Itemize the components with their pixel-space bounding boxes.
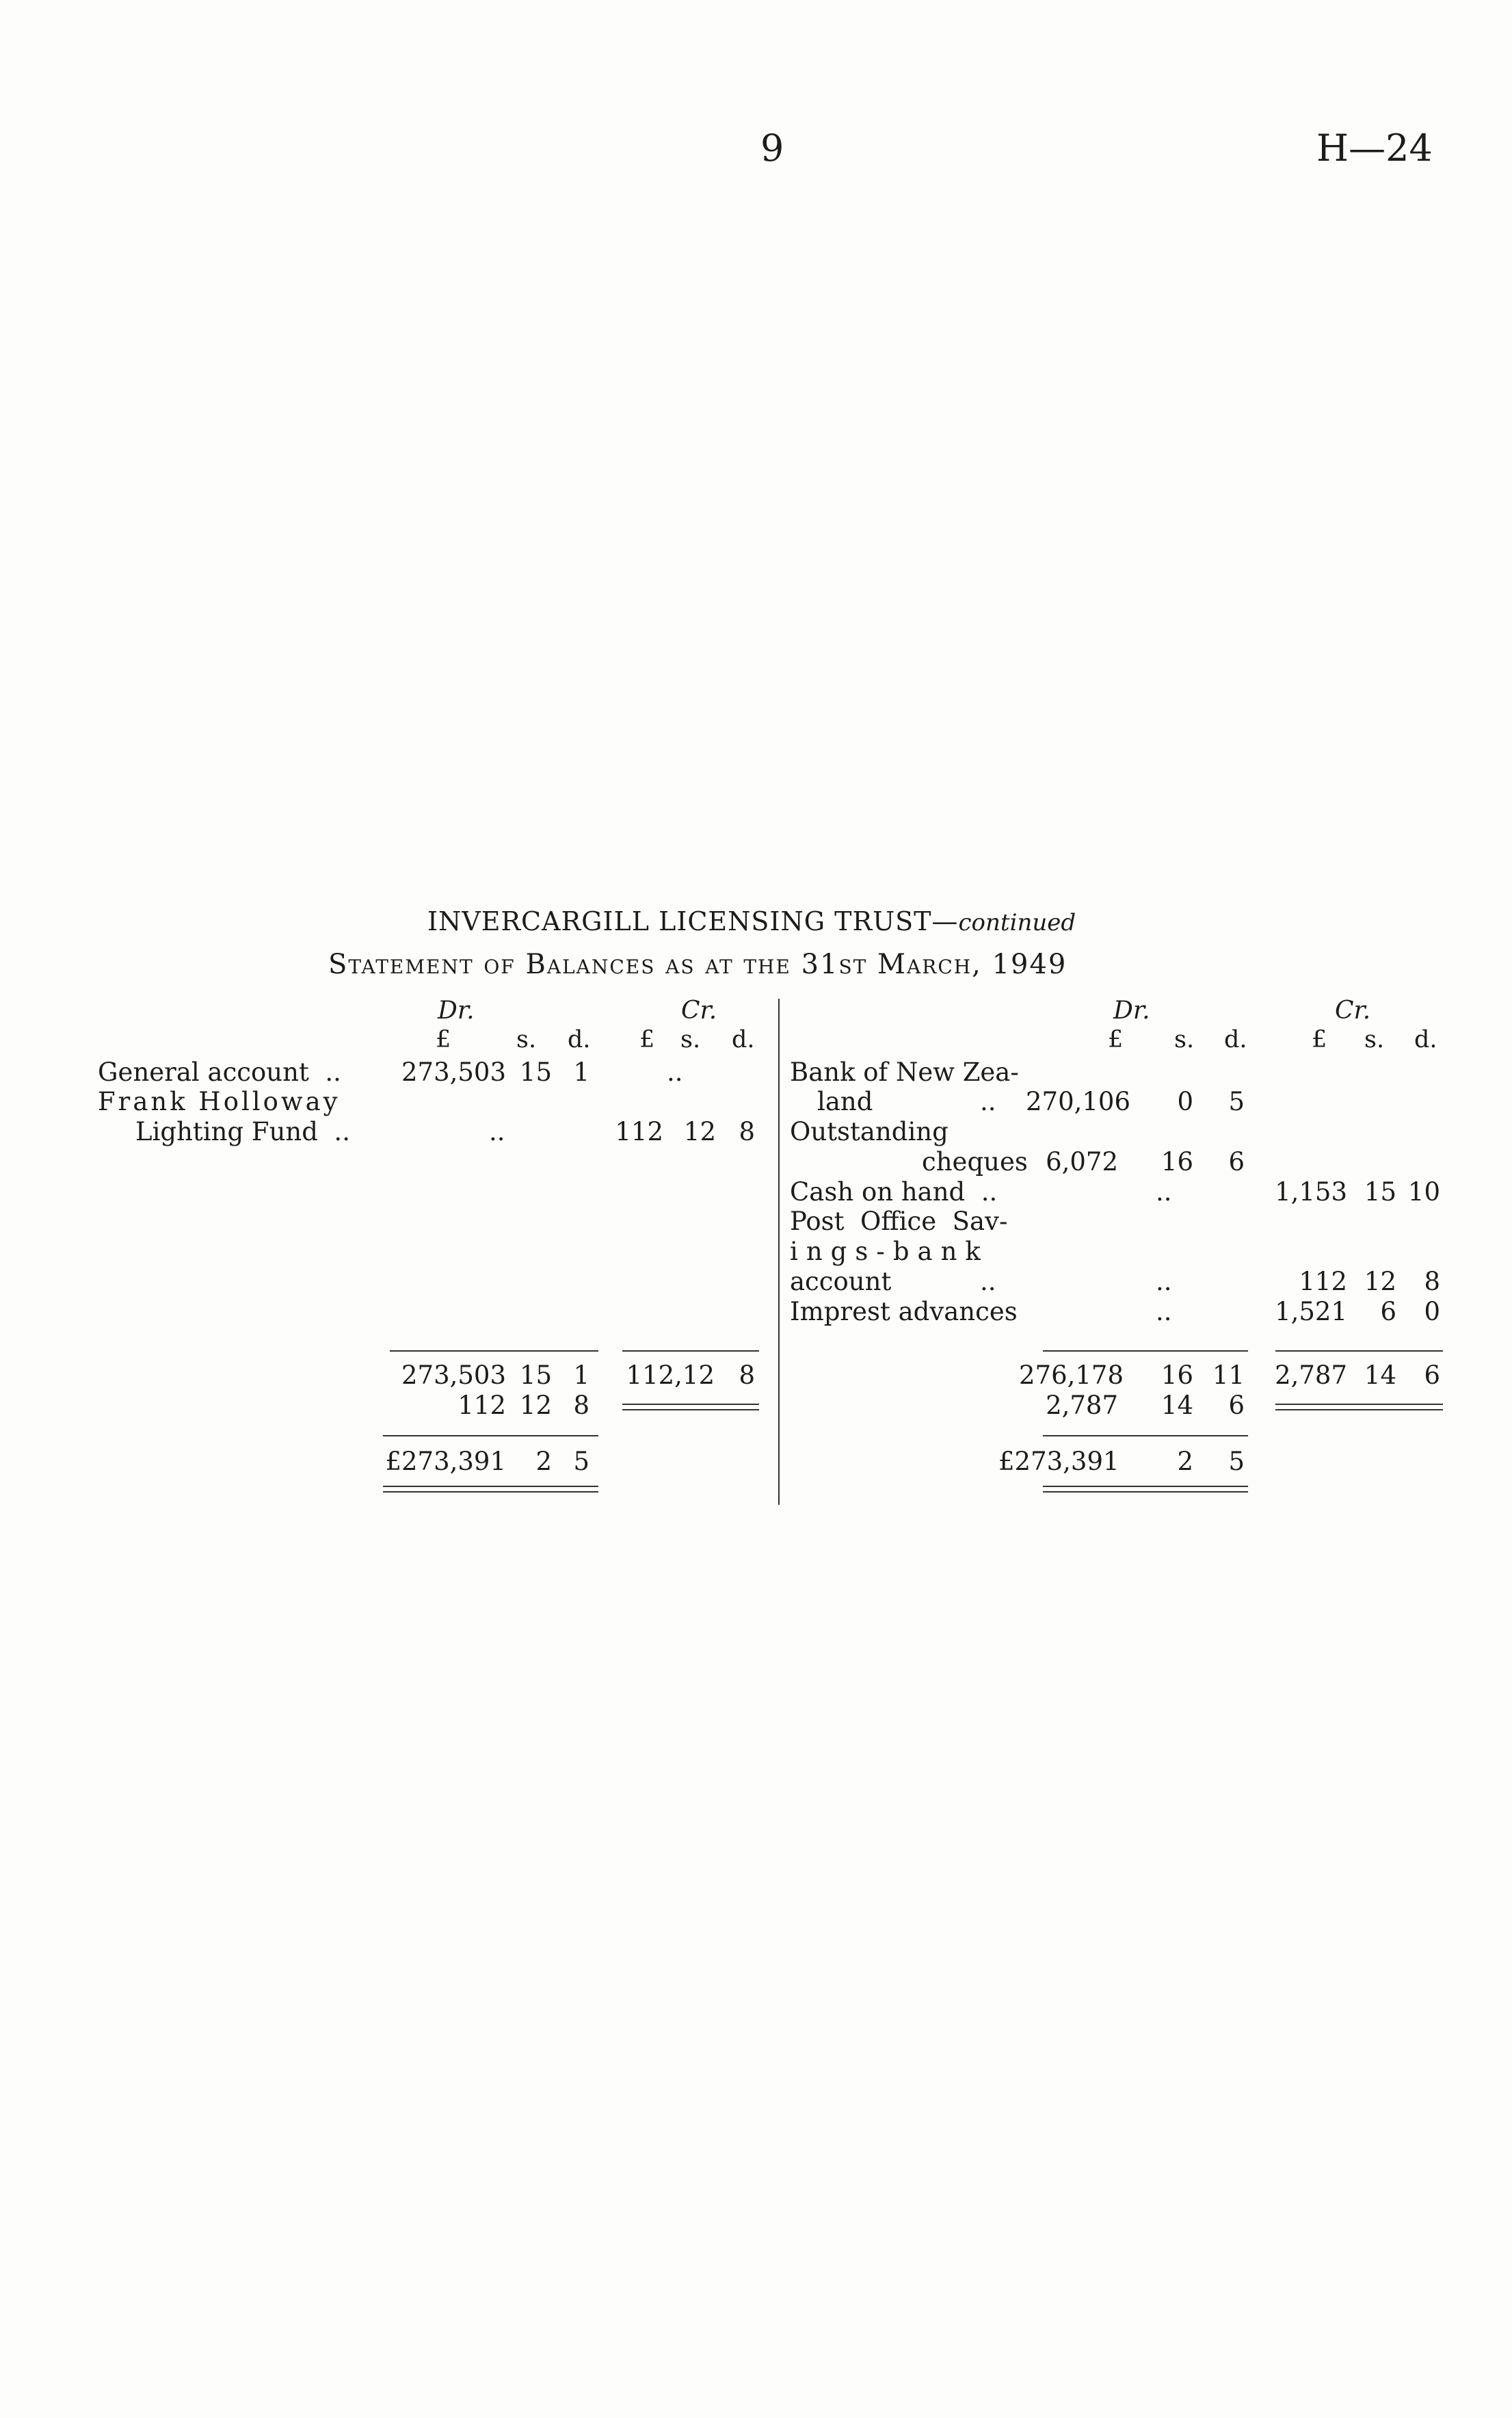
- title-continued: continued: [958, 909, 1076, 936]
- right-total-dr-pounds: £273,391: [998, 1447, 1119, 1476]
- left-less-dr-shillings: 12: [519, 1391, 552, 1420]
- page-number: 9: [760, 127, 784, 170]
- left-dr-shilling-header: s.: [516, 1026, 537, 1053]
- right-subtotal-dr-pounds: 276,178: [1019, 1361, 1124, 1390]
- right-subtotal-cr-pounds: 2,787: [1275, 1361, 1347, 1390]
- right-subtotal-dr-shillings: 16: [1160, 1361, 1193, 1390]
- left-total-dr-pence: 5: [573, 1447, 589, 1476]
- row-label-cheques: cheques: [922, 1147, 1028, 1177]
- right-dr-shilling-header: s.: [1174, 1026, 1195, 1053]
- row-label-bank-land: land: [817, 1087, 873, 1116]
- left-cr-heading: Cr.: [681, 997, 717, 1025]
- right-cr-shillings-cash: 15: [1364, 1177, 1396, 1207]
- right-cr-pence-header: d.: [1414, 1026, 1437, 1053]
- left-less-dr-pence: 8: [573, 1391, 589, 1420]
- right-cr-pounds-cash: 1,153: [1275, 1177, 1347, 1207]
- right-total-double-rule: [1043, 1486, 1248, 1493]
- right-dr-pence-bank: 5: [1228, 1087, 1245, 1116]
- row-label-general-account: General account ..: [98, 1057, 341, 1087]
- right-total-rule: [1043, 1435, 1248, 1436]
- row-label-cash-on-hand: Cash on hand ..: [790, 1177, 998, 1207]
- left-less-dr-pounds: 112: [457, 1391, 506, 1420]
- right-dr-pence-cheques: 6: [1228, 1147, 1245, 1177]
- left-total-dr-shillings: 2: [535, 1447, 552, 1476]
- right-cr-rule: [1275, 1350, 1443, 1352]
- left-total-rule: [383, 1435, 598, 1436]
- right-dr-shillings-bank: 0: [1177, 1087, 1193, 1116]
- left-subtotal-dr-pence: 1: [573, 1361, 589, 1390]
- row-label-bank-of-new-zealand: Bank of New Zea-: [790, 1057, 1019, 1087]
- post-office-leader-dots: ..: [980, 1267, 996, 1296]
- right-dr-pounds-cheques: 6,072: [1046, 1147, 1118, 1177]
- right-cr-pounds-post-office: 112: [1299, 1267, 1347, 1296]
- post-office-dr-leader-dots: ..: [1156, 1267, 1172, 1296]
- left-cr-rule: [622, 1350, 759, 1352]
- left-dr-leader-dots: ..: [489, 1117, 505, 1146]
- row-label-lighting-fund: Lighting Fund ..: [135, 1117, 350, 1146]
- left-subtotal-cr: 112,12: [626, 1361, 715, 1390]
- left-cr-shillings: 12: [683, 1117, 716, 1146]
- cash-dr-leader-dots: ..: [1156, 1177, 1172, 1207]
- left-total-double-rule: [383, 1486, 598, 1493]
- right-cr-pence-cash: 10: [1407, 1177, 1440, 1207]
- left-dr-rule: [390, 1350, 598, 1352]
- right-cr-heading: Cr.: [1335, 997, 1371, 1025]
- left-total-dr-pounds: £273,391: [385, 1447, 506, 1476]
- right-total-dr-shillings: 2: [1177, 1447, 1193, 1476]
- statement-title: [427, 908, 1076, 934]
- right-cr-shillings-post-office: 12: [1364, 1267, 1396, 1296]
- title-main: INVERCARGILL LICENSING TRUST—: [427, 906, 959, 936]
- right-dr-pounds-bank: 270,106: [1026, 1087, 1131, 1116]
- left-subtotal-cr-pence: 8: [739, 1361, 755, 1390]
- statement-subtitle: Statement of Balances as at the 31st March, 1949: [328, 949, 1067, 980]
- right-cr-double-rule: [1275, 1404, 1443, 1410]
- right-cr-pence-imprest: 0: [1424, 1297, 1440, 1326]
- right-cr-pounds-imprest: 1,521: [1275, 1297, 1347, 1326]
- left-cr-pence: 8: [739, 1117, 755, 1146]
- right-dr-rule: [1043, 1350, 1248, 1352]
- document-reference: H—24: [1316, 127, 1433, 170]
- right-subtotal-cr-pence: 6: [1424, 1361, 1440, 1390]
- right-cr-shilling-header: s.: [1364, 1026, 1385, 1053]
- row-label-post-office: Post Office Sav-: [790, 1207, 1008, 1236]
- left-dr-pence: 1: [573, 1057, 589, 1087]
- right-total-dr-pence: 5: [1228, 1447, 1245, 1476]
- right-dr-heading: Dr.: [1113, 997, 1150, 1025]
- column-divider: [778, 999, 780, 1505]
- left-cr-shilling-header: s.: [680, 1026, 701, 1053]
- left-cr-pound-header: £: [639, 1026, 655, 1053]
- left-dr-pence-header: d.: [568, 1026, 591, 1053]
- right-dr-pound-header: £: [1108, 1026, 1124, 1053]
- left-cr-pence-header: d.: [732, 1026, 755, 1053]
- row-label-savings-bank: ings-bank: [790, 1237, 989, 1266]
- right-dr-pence-header: d.: [1224, 1026, 1247, 1053]
- right-cr-shillings-imprest: 6: [1380, 1297, 1396, 1326]
- left-cr-leader-dots: ..: [667, 1057, 683, 1087]
- left-dr-shillings: 15: [519, 1057, 552, 1087]
- row-label-outstanding: Outstanding: [790, 1117, 949, 1146]
- imprest-dr-leader-dots: ..: [1156, 1297, 1172, 1326]
- left-dr-pound-header: £: [436, 1026, 451, 1053]
- right-dr-shillings-cheques: 16: [1160, 1147, 1193, 1177]
- bank-leader-dots: ..: [980, 1087, 996, 1116]
- left-subtotal-dr-pounds: 273,503: [401, 1361, 506, 1390]
- right-less-dr-pounds: 2,787: [1046, 1391, 1118, 1420]
- right-cr-pence-post-office: 8: [1424, 1267, 1440, 1296]
- row-label-imprest-advances: Imprest advances: [790, 1297, 1018, 1326]
- left-subtotal-dr-shillings: 15: [519, 1361, 552, 1390]
- left-cr-pounds: 112: [615, 1117, 663, 1146]
- right-less-dr-shillings: 14: [1160, 1391, 1193, 1420]
- left-dr-heading: Dr.: [438, 997, 475, 1025]
- row-label-account: account: [790, 1267, 892, 1296]
- right-subtotal-dr-pence: 11: [1212, 1361, 1245, 1390]
- right-less-dr-pence: 6: [1228, 1391, 1245, 1420]
- right-cr-pound-header: £: [1312, 1026, 1327, 1053]
- right-subtotal-cr-shillings: 14: [1364, 1361, 1396, 1390]
- left-dr-pounds: 273,503: [401, 1057, 506, 1087]
- left-cr-double-rule: [622, 1404, 759, 1410]
- row-label-frank-holloway: Frank Holloway: [98, 1087, 341, 1116]
